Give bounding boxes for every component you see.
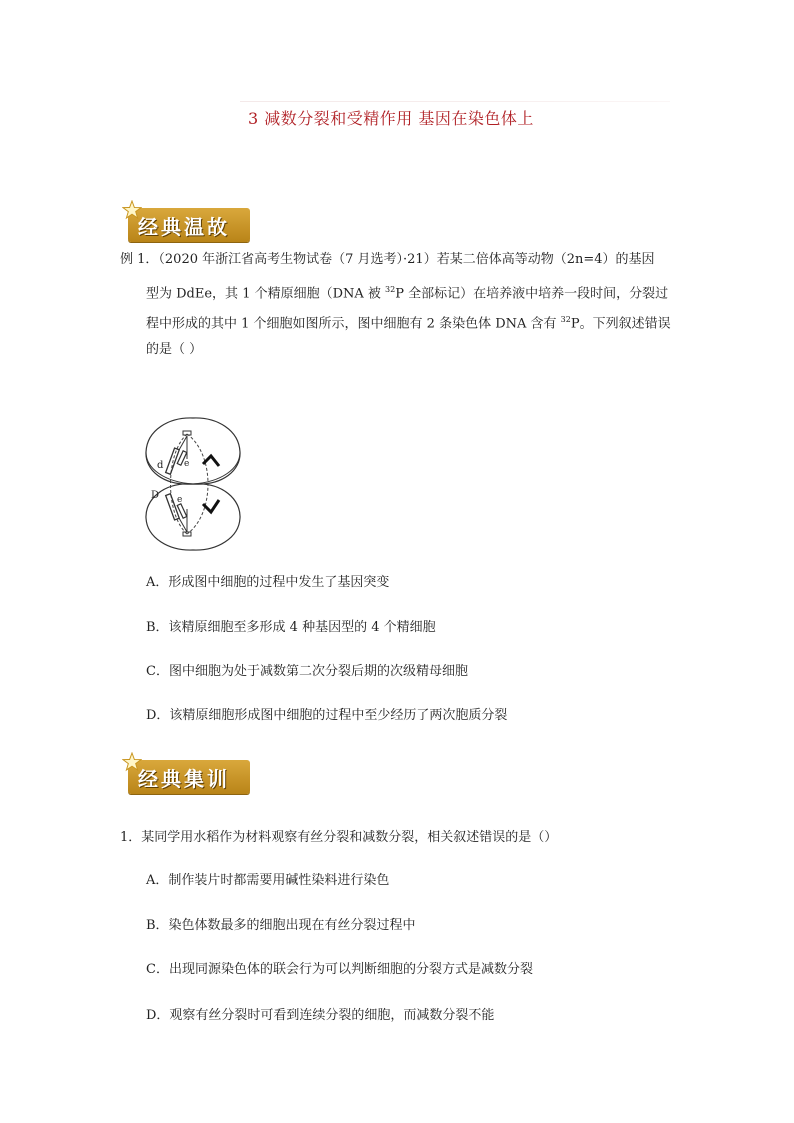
question-1-option-b: B．染色体数最多的细胞出现在有丝分裂过程中 [146, 918, 416, 933]
gene-label-e-upper: e [184, 459, 190, 469]
isotope-superscript: 32 [385, 285, 396, 294]
example-option-b: B．该精原细胞至多形成 4 种基因型的 4 个精细胞 [146, 620, 436, 635]
example-line-3 [146, 310, 671, 334]
question-1-stem: 1．某同学用水稻作为材料观察有丝分裂和减数分裂，相关叙述错误的是（） [120, 830, 558, 845]
isotope-superscript: 32 [560, 315, 571, 324]
document-title: 3 减数分裂和受精作用 基因在染色体上 [248, 109, 534, 128]
example-line-2-pre: 型为 DdEe，其 1 个精原细胞（DNA 被 [146, 286, 386, 302]
example-line-4: 的是（ ） [146, 342, 203, 357]
example-line-3-pre: 程中形成的其中 1 个细胞如图所示，图中细胞有 2 条染色体 DNA 含有 [146, 316, 561, 332]
section-badge-classic-training [128, 760, 250, 794]
cell-division-figure [143, 414, 243, 554]
gene-label-e-lower: e [177, 495, 183, 505]
gene-label-D: D [151, 490, 160, 501]
example-option-a: A．形成图中细胞的过程中发生了基因突变 [146, 575, 390, 590]
question-1-option-d: D．观察有丝分裂时可看到连续分裂的细胞，而减数分裂不能 [146, 1008, 495, 1023]
example-line-1: 例 1．（2020 年浙江省高考生物试卷（7 月选考）·21）若某二倍体高等动物（2n=4）的基因 [120, 252, 655, 267]
section-badge-label: 经典集训 [138, 767, 230, 791]
question-1-option-c: C．出现同源染色体的联会行为可以判断细胞的分裂方式是减数分裂 [146, 962, 533, 977]
example-option-d: D．该精原细胞形成图中细胞的过程中至少经历了两次胞质分裂 [146, 708, 508, 723]
example-option-c: C．图中细胞为处于减数第二次分裂后期的次级精母细胞 [146, 664, 468, 679]
example-line-2 [146, 280, 668, 304]
section-badge-classic-review [128, 208, 250, 242]
example-line-2-post: P 全部标记）在培养液中培养一段时间，分裂过 [395, 286, 669, 302]
question-1-option-a: A．制作装片时都需要用碱性染料进行染色 [146, 873, 390, 888]
example-line-3-post: P。下列叙述错误 [570, 316, 671, 332]
title-rule [240, 101, 670, 102]
gene-label-d: d [157, 460, 164, 471]
section-badge-label: 经典温故 [138, 215, 230, 239]
